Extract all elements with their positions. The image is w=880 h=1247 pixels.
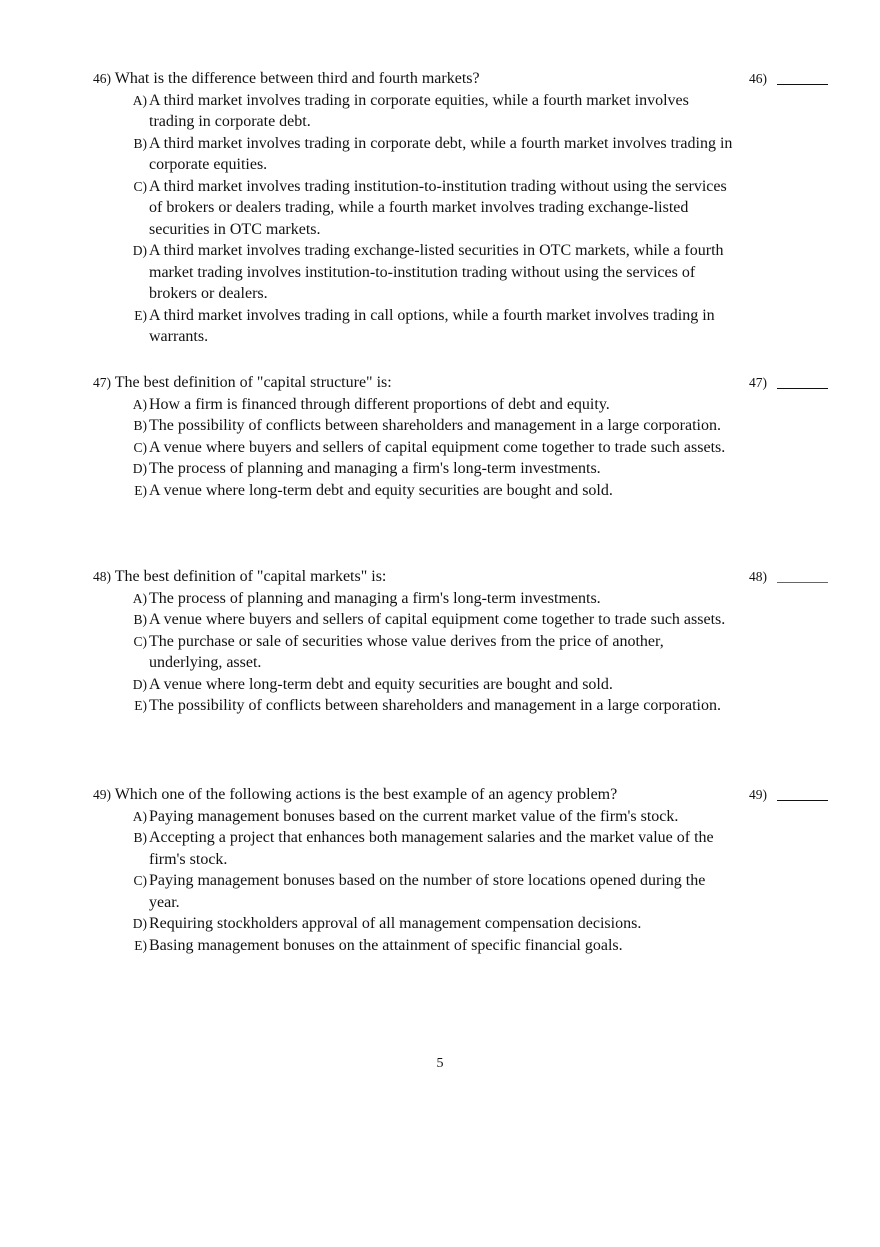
answer-blank-49[interactable] [777,800,828,801]
option-text: A venue where buyers and sellers of capital equipment come together to trade such assets. [149,611,726,628]
option-text: How a firm is financed through different proportions of debt and equity. [149,395,610,413]
option-letter: C) [133,439,147,455]
question-49-option-d [93,913,733,935]
option-letter: D) [132,916,147,931]
option-letter: E) [134,698,147,713]
option-letter: B) [133,418,147,433]
answer-blank-46[interactable] [777,84,828,85]
question-49-option-b [93,827,733,870]
option-letter: A) [132,808,147,824]
option-letter: A) [132,590,147,606]
option-text: A venue where long-term debt and equity securities are bought and sold. [149,481,613,499]
question-48-text: The best definition of "capital markets" is: [114,568,387,585]
question-48-options [93,588,733,717]
question-47-option-d [93,458,733,480]
answer-slot-47[interactable] [749,372,829,394]
question-47-text: The best definition of "capital structure" is: [114,374,392,391]
question-46-option-a [93,90,733,133]
option-text: A venue where long-term debt and equity securities are bought and sold. [149,675,613,693]
question-49-options [93,806,733,957]
answer-blank-47[interactable] [777,388,828,389]
answer-number-49: 49) [749,787,767,802]
question-46-option-c [93,176,733,241]
option-text: Paying management bonuses based on the number of store locations opened during the year. [149,872,706,911]
option-text: The purchase or sale of securities whose value derives from the price of another, underlying, asset. [149,632,664,671]
option-text: Basing management bonuses on the attainment of specific financial goals. [149,936,623,954]
question-48-option-a [93,588,733,610]
answer-slot-46[interactable] [749,68,829,90]
option-letter: E) [134,482,147,498]
question-48-option-b [93,609,733,631]
option-text: A third market involves trading in corporate equities, while a fourth market involves trading in corporate debt. [149,91,689,130]
option-letter: D) [132,461,147,476]
answer-blank-48[interactable] [777,582,828,583]
question-48 [93,566,733,717]
question-47-option-b [93,415,733,437]
option-letter: D) [132,243,147,258]
option-text: A third market involves trading exchange-listed securities in OTC markets, while a fourth market trading involves institution-to-institution trading without using the services of brokers or dealers. [149,242,724,302]
option-letter: B) [133,135,147,151]
option-letter: C) [133,873,147,888]
question-49-option-a [93,806,733,828]
question-48-number: 48) [93,569,111,584]
question-47-option-c [93,437,733,459]
question-49 [93,784,733,956]
option-text: Requiring stockholders approval of all management compensation decisions. [149,915,642,932]
option-letter: A) [132,92,147,108]
question-48-option-d [93,674,733,696]
question-46-text: What is the difference between third and fourth markets? [114,70,480,87]
question-49-text: Which one of the following actions is the best example of an agency problem? [114,786,618,803]
question-49-number: 49) [93,787,111,802]
option-text: The possibility of conflicts between shareholders and management in a large corporation. [149,697,721,714]
option-text: Accepting a project that enhances both management salaries and the market value of the firm's stock. [149,829,714,868]
question-48-header [93,566,733,588]
question-49-option-e [93,935,733,957]
question-46-option-e [93,305,733,348]
question-46-option-b [93,133,733,176]
question-47-options [93,394,733,502]
question-47-option-a [93,394,733,416]
option-text: A third market involves trading in call options, while a fourth market involves trading in warrants. [149,306,715,345]
answer-number-46: 46) [749,71,767,86]
page-number: 5 [436,1056,444,1071]
option-text: A third market involves trading institution-to-institution trading without using the services of brokers or dealers trading, while a fourth market involves trading exchange-listed securities in OTC markets. [149,177,727,238]
question-47-header [93,372,733,394]
option-letter: C) [133,178,147,194]
option-letter: B) [133,830,147,845]
question-49-header [93,784,733,806]
answer-number-47: 47) [749,375,767,390]
option-text: The process of planning and managing a firm's long-term investments. [149,589,601,607]
option-text: A venue where buyers and sellers of capital equipment come together to trade such assets. [149,438,726,456]
question-46-option-d [93,240,733,305]
option-text: Paying management bonuses based on the current market value of the firm's stock. [149,807,679,825]
option-text: The possibility of conflicts between shareholders and management in a large corporation. [149,417,721,434]
option-letter: A) [132,396,147,412]
answer-number-48: 48) [749,569,767,584]
question-48-option-e [93,695,733,717]
question-46-options [93,90,733,348]
option-text: A third market involves trading in corporate debt, while a fourth market involves trading in corporate equities. [149,134,733,173]
option-letter: C) [133,633,147,649]
answer-slot-49[interactable] [749,784,829,806]
question-47 [93,372,733,501]
option-letter: E) [134,937,147,953]
option-text: The process of planning and managing a firm's long-term investments. [149,460,601,477]
question-46 [93,68,733,348]
question-47-option-e [93,480,733,502]
question-48-option-c [93,631,733,674]
question-46-header [93,68,733,90]
answer-slot-48[interactable] [749,566,829,588]
option-letter: E) [134,307,147,323]
question-46-number: 46) [93,71,111,86]
option-letter: B) [133,612,147,627]
question-49-option-c [93,870,733,913]
question-47-number: 47) [93,375,111,390]
option-letter: D) [132,676,147,692]
